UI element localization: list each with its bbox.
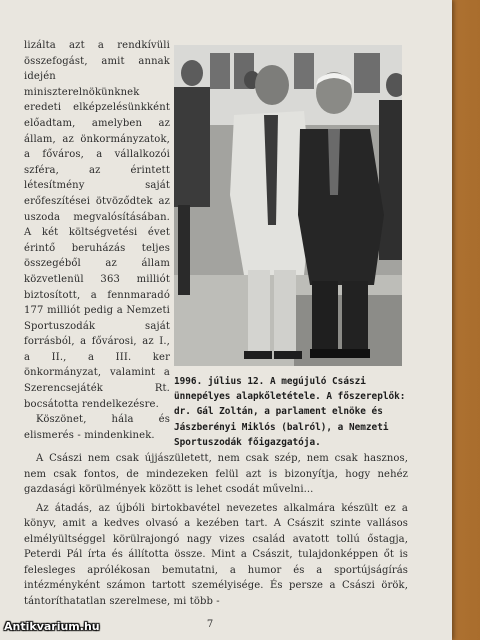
- photo-caption: 1996. július 12. A megújuló Császi ünnepélyes alapkőletétele. A főszereplők: dr. Gál Zoltán, a parlament elnöke és Jászberényi Miklós (balról), a Nemzeti Sportuszodák főigazgatója.: [174, 376, 406, 448]
- photograph: [174, 45, 402, 366]
- left-paragraph-1: lizálta azt a rendkívüli összefogást, amit annak idején miniszterelnökünknek eredeti elképzelésünkként előadtam, amelyben az állam, az önkormányzatok, a főváros, a vállalkozói szféra, az érintett létesítmény saját erőfeszítései ötvöződtek az uszoda megvalósításában. A két költségvetési évet érintő beruházás teljes összegéből az állam közvetlenül 363 milliót biztosított, a fennmaradó 177 milliót pedig a Nemzeti Sportuszodák saját forrásból, a fővárosi, az I., a II., a III. ker önkormányzat, valamint a Szerencsejáték Rt. bocsátotta rendelkezésre.: [24, 40, 170, 410]
- full-paragraph-2: Az átadás, az újbóli birtokbavétel nevezetes alkalmára készült ez a könyv, amit a kedves olvasó a kezében tart. A Császit szinte vallásos elmélyültséggel körülrajongó nagy vizes család avatott tollú őstagja, Peterdi Pál írta és állította össze. Mint a Császit, tulajdonképpen őt is felesleges aprólékosan bemutatni, a humor és a sportújságírás intézményként számon tartott személyisége. És persze a Császi örök, tántoríthatatlan szerelmese, mi több -: [24, 502, 408, 607]
- photo-illustration: [174, 45, 402, 366]
- watermark: Antikvarium.hu: [4, 620, 100, 633]
- page-number: 7: [206, 619, 214, 630]
- left-text-column: [24, 38, 170, 443]
- full-width-text: [24, 451, 408, 609]
- left-paragraph-2: Köszönet, hála és elismerés - mindenkinek.: [24, 414, 170, 441]
- full-paragraph-1: A Császi nem csak újjászületett, nem csak szép, nem csak hasznos, nem csak fontos, de mindezeken felül azt is bizonyítja, hogy nehéz gazdasági körülmények között is lehet csodát művelni...: [24, 453, 408, 495]
